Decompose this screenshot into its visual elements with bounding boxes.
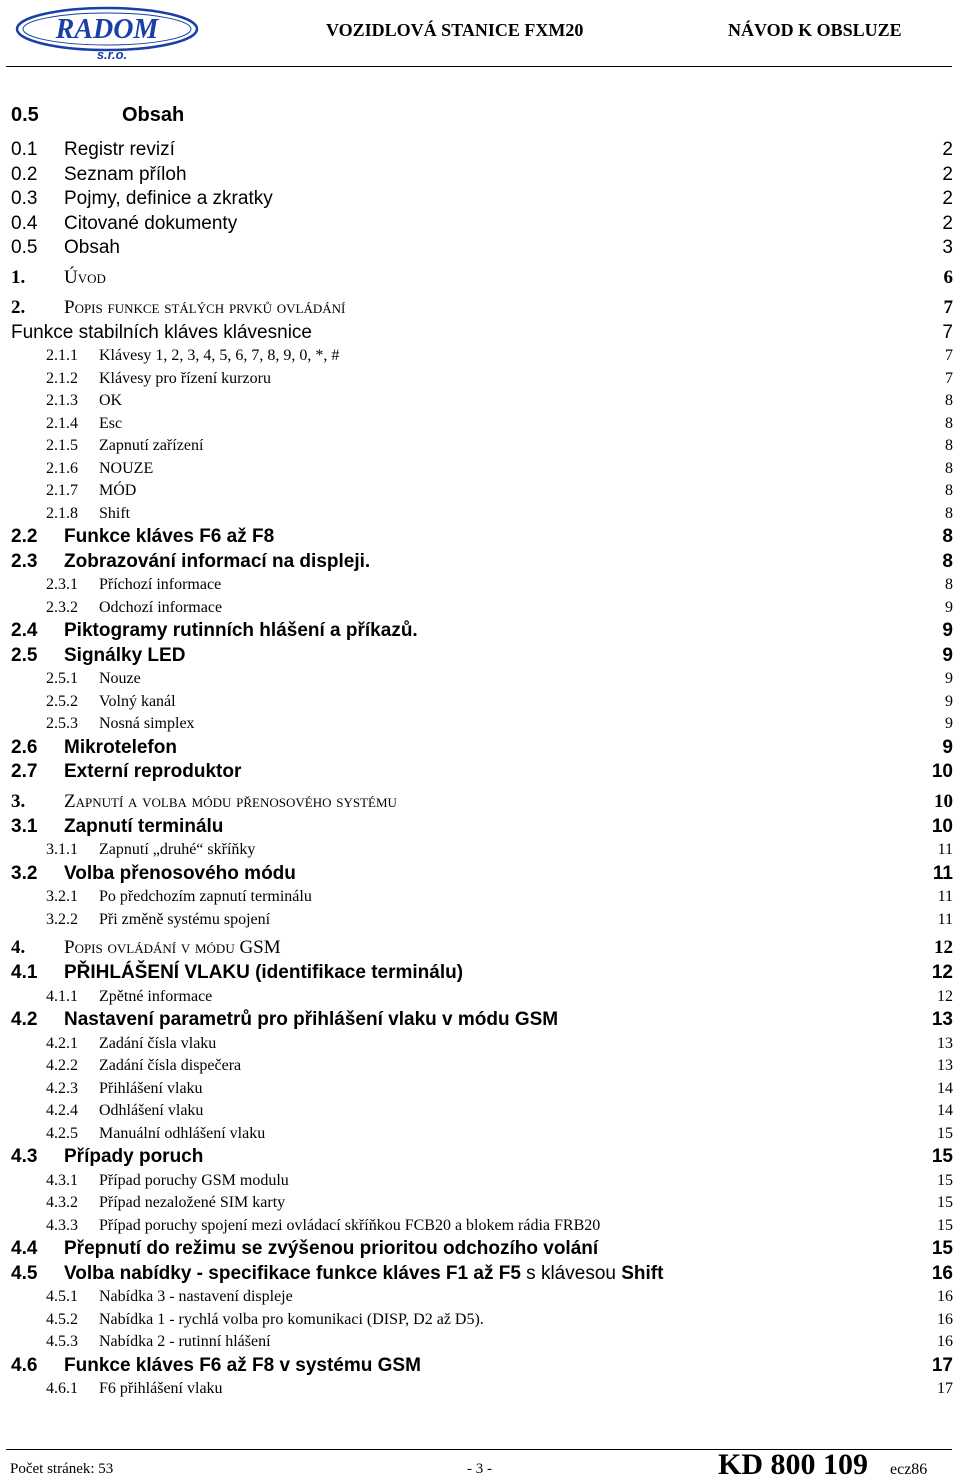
toc-entry-number: 4.2 — [11, 1009, 38, 1030]
toc-entry-title: Popis ovládání v módu GSM — [64, 937, 281, 958]
toc-entry-number: 4.4 — [11, 1238, 38, 1259]
toc-entry-page: 15 — [937, 1216, 953, 1234]
toc-entry-number: 3.2.1 — [46, 888, 78, 905]
toc-entry-number: 2.5 — [11, 644, 38, 666]
toc-entry-page: 16 — [937, 1288, 953, 1305]
toc-entry[interactable] — [11, 187, 953, 212]
toc-entry[interactable] — [11, 961, 953, 986]
toc-entry-number: 4. — [11, 937, 26, 958]
toc-entry-title: Při změně systému spojení — [99, 910, 271, 928]
toc-entry-title: Případy poruch — [64, 1146, 204, 1167]
table-of-contents — [11, 100, 953, 1401]
toc-entry-number: 3.1 — [11, 815, 38, 837]
toc-entry-page: 17 — [931, 1354, 953, 1376]
toc-entry-number: 4.5.3 — [46, 1333, 78, 1350]
toc-entry-title: Funkce kláves F6 až F8 v systému GSM — [64, 1354, 421, 1376]
toc-entry-title: Nouze — [99, 670, 141, 687]
toc-entry-title: Obsah — [64, 237, 120, 258]
toc-entry-number: 2.3 — [11, 550, 38, 572]
toc-entry[interactable] — [11, 138, 953, 163]
toc-entry[interactable] — [11, 1170, 953, 1193]
toc-entry-page: 8 — [945, 482, 953, 499]
toc-entry-title — [64, 1262, 663, 1287]
toc-entry[interactable] — [11, 1145, 953, 1170]
toc-entry-number: 4.5 — [11, 1262, 38, 1284]
toc-entry-page: 15 — [937, 1124, 953, 1142]
toc-entry[interactable] — [11, 163, 953, 188]
toc-entry-number: 2.5.1 — [46, 670, 78, 687]
toc-entry-page: 12 — [931, 962, 953, 983]
toc-entry-number: 4.2.2 — [46, 1057, 78, 1074]
toc-entry-number: 2.7 — [11, 761, 38, 782]
toc-entry-page: 10 — [931, 815, 953, 837]
toc-entry-title: Volba přenosového módu — [64, 862, 296, 884]
toc-entry-number: 2.4 — [11, 620, 38, 641]
toc-entry[interactable] — [11, 1286, 953, 1309]
toc-entry[interactable] — [11, 909, 953, 932]
toc-entry-title: Nabídka 3 - nastavení displeje — [99, 1288, 293, 1305]
toc-entry-page: 9 — [942, 620, 953, 641]
toc-entry-title: Externí reproduktor — [64, 761, 242, 782]
toc-entry[interactable] — [11, 1378, 953, 1401]
toc-entry-title: F6 přihlášení vlaku — [99, 1380, 223, 1397]
toc-entry-number: 0.1 — [11, 139, 38, 160]
toc-entry-page: 16 — [931, 1262, 953, 1284]
toc-entry-page: 11 — [937, 888, 953, 905]
toc-entry-page: 7 — [942, 321, 953, 343]
toc-entry[interactable] — [11, 736, 953, 761]
header-title: VOZIDLOVÁ STANICE FXM20 — [326, 20, 584, 40]
toc-entry[interactable] — [11, 862, 953, 887]
toc-entry[interactable] — [11, 212, 953, 237]
toc-entry[interactable] — [11, 503, 953, 526]
toc-entry-number: 2.1.1 — [46, 347, 78, 364]
page-header — [0, 0, 960, 64]
toc-entry-page: 2 — [942, 163, 953, 185]
toc-entry[interactable] — [11, 760, 953, 785]
toc-entry-number: 2.2 — [11, 526, 38, 547]
toc-entry[interactable] — [11, 1192, 953, 1215]
toc-entry-title: Odchozí informace — [99, 598, 223, 616]
toc-entry-number: 0.4 — [11, 212, 38, 234]
toc-entry[interactable] — [11, 525, 953, 550]
toc-entry[interactable] — [11, 390, 953, 413]
toc-entry-title: Zapnutí „druhé“ skříňky — [99, 841, 256, 858]
toc-entry-title: Piktogramy rutinních hlášení a příkazů. — [64, 620, 418, 641]
toc-entry[interactable] — [11, 713, 953, 736]
toc-entry-page: 2 — [942, 212, 953, 234]
toc-entry-title: Mikrotelefon — [64, 736, 177, 758]
toc-entry-number: 4.1 — [11, 962, 38, 983]
toc-entry-number: 4.3 — [11, 1146, 38, 1167]
toc-entry-title: Manuální odhlášení vlaku — [99, 1124, 266, 1142]
footer-version: ecz86 — [890, 1461, 928, 1478]
toc-entry[interactable] — [11, 321, 953, 346]
toc-entry-title: Případ poruchy spojení mezi ovládací skříňkou FCB20 a blokem rádia FRB20 — [99, 1216, 601, 1234]
toc-entry-title: Citované dokumenty — [64, 212, 238, 234]
toc-heading-number: 0.5 — [11, 104, 39, 126]
toc-entry-page: 12 — [934, 937, 953, 958]
toc-entry[interactable] — [11, 458, 953, 481]
toc-entry[interactable] — [11, 1055, 953, 1078]
toc-entry[interactable] — [11, 1237, 953, 1262]
toc-entry-title: Nastavení parametrů pro přihlášení vlaku v módu GSM — [64, 1009, 559, 1030]
toc-entry-number: 4.5.2 — [46, 1310, 78, 1328]
toc-entry-number: 2.1.5 — [46, 437, 78, 454]
toc-entry[interactable] — [11, 691, 953, 714]
toc-entry-page: 8 — [945, 437, 953, 454]
toc-entry[interactable] — [11, 1215, 953, 1238]
toc-entry[interactable] — [11, 480, 953, 503]
toc-entry-number: 3.2.2 — [46, 910, 78, 928]
toc-entry-page: 2 — [942, 188, 953, 209]
toc-entry[interactable] — [11, 550, 953, 575]
toc-entry-page: 8 — [942, 550, 953, 572]
toc-entry-number: 2.5.3 — [46, 715, 78, 732]
toc-entry-number: 4.3.2 — [46, 1194, 78, 1211]
toc-entry-title: Úvod — [64, 266, 106, 288]
toc-entry[interactable] — [11, 1100, 953, 1123]
toc-entry-page: 9 — [945, 670, 953, 687]
toc-entry-number: 3.2 — [11, 862, 38, 884]
toc-entry-title: Případ nezaložené SIM karty — [99, 1194, 286, 1211]
toc-entry-title: Popis funkce stálých prvků ovládání — [64, 296, 346, 318]
toc-entry-title-part: Shift — [621, 1262, 664, 1284]
toc-entry-number: 4.2.4 — [46, 1102, 78, 1119]
toc-entry-number: 2.1.2 — [46, 369, 78, 387]
toc-entry-number: 4.6 — [11, 1354, 38, 1376]
toc-entry-number: 2.6 — [11, 736, 38, 758]
toc-entry[interactable] — [11, 931, 953, 961]
footer-page-number: - 3 - — [467, 1461, 492, 1477]
toc-entry-number: 4.3.1 — [46, 1171, 78, 1189]
toc-entry-title: OK — [99, 392, 123, 409]
toc-heading — [11, 100, 953, 130]
toc-entry-number: 4.3.3 — [46, 1216, 78, 1234]
toc-entry-title: Nosná simplex — [99, 715, 195, 732]
toc-entry-number: 2.1.6 — [46, 459, 78, 477]
header-doc-type: NÁVOD K OBSLUZE — [728, 20, 902, 40]
toc-entry[interactable] — [11, 1033, 953, 1056]
toc-entry-page: 15 — [931, 1238, 953, 1259]
toc-entry-title: Příchozí informace — [99, 576, 222, 593]
toc-entry-page: 11 — [937, 910, 953, 928]
toc-entry-page: 9 — [945, 715, 953, 732]
toc-entry-page: 11 — [937, 841, 953, 858]
toc-entry-number: 1. — [11, 266, 26, 288]
toc-entry-page: 13 — [931, 1009, 953, 1030]
toc-entry-page: 9 — [942, 736, 953, 758]
toc-entry-number: 0.5 — [11, 237, 38, 258]
toc-entry-page: 10 — [931, 761, 953, 782]
toc-entry-title: Zobrazování informací na displeji. — [64, 550, 371, 572]
header-divider — [6, 66, 952, 67]
toc-entry-title: Zpětné informace — [99, 987, 213, 1005]
toc-entry-title: Funkce kláves F6 až F8 — [64, 526, 275, 547]
toc-entry[interactable] — [11, 619, 953, 644]
toc-entry-number: 4.1.1 — [46, 987, 78, 1005]
toc-entry-page: 3 — [942, 237, 953, 258]
toc-entry-title: Shift — [99, 504, 131, 522]
toc-entry-page: 15 — [931, 1146, 953, 1167]
logo-text: RADOM — [55, 14, 159, 45]
toc-entry-page: 15 — [937, 1171, 953, 1189]
toc-entry-title: Registr revizí — [64, 139, 175, 160]
toc-entry-number: 2.1.7 — [46, 482, 78, 499]
toc-entry[interactable] — [11, 1331, 953, 1354]
toc-entry[interactable] — [11, 815, 953, 840]
toc-entry-page: 7 — [945, 369, 953, 387]
toc-entry-number: 2.1.4 — [46, 414, 78, 432]
toc-entry[interactable] — [11, 345, 953, 368]
toc-entry-title: Přepnutí do režimu se zvýšenou prioritou odchozího volání — [64, 1238, 599, 1259]
toc-entry-number: 4.2.5 — [46, 1124, 78, 1142]
toc-entry-number: 4.5.1 — [46, 1288, 78, 1305]
toc-entry-title: Esc — [99, 414, 123, 432]
toc-entry[interactable] — [11, 1354, 953, 1379]
toc-entry-number: 2.3.2 — [46, 598, 78, 616]
toc-entry-title: Zadání čísla vlaku — [99, 1034, 217, 1052]
toc-entry-number: 2. — [11, 296, 26, 318]
toc-entry-page: 13 — [937, 1057, 953, 1074]
toc-entry-title: Signálky LED — [64, 644, 186, 666]
toc-entry[interactable] — [11, 1262, 953, 1287]
toc-entry-title: Zapnutí a volba módu přenosového systému — [64, 790, 397, 812]
toc-entry-title: Volný kanál — [99, 692, 176, 710]
radom-logo — [12, 5, 202, 66]
toc-entry-title: Pojmy, definice a zkratky — [64, 188, 273, 209]
toc-entry-page: 9 — [942, 644, 953, 666]
toc-entry-number: 0.2 — [11, 163, 38, 185]
toc-entry-page: 2 — [942, 139, 953, 160]
toc-entry-number: 3. — [11, 790, 26, 812]
toc-entry-page: 13 — [937, 1034, 953, 1052]
toc-entry[interactable] — [11, 1008, 953, 1033]
toc-entry-title: Seznam příloh — [64, 163, 187, 185]
toc-entry-title: Zadání čísla dispečera — [99, 1057, 242, 1074]
toc-entry-page: 17 — [937, 1380, 953, 1397]
toc-entry-page: 8 — [945, 576, 953, 593]
toc-entry-title: Klávesy pro řízení kurzoru — [99, 369, 271, 387]
toc-entry-page: 15 — [937, 1194, 953, 1211]
toc-entry-page: 14 — [937, 1102, 953, 1119]
toc-entry-page: 14 — [937, 1079, 953, 1097]
toc-entry-title: Zapnutí zařízení — [99, 437, 204, 454]
toc-entry-number: 2.1.8 — [46, 504, 78, 522]
logo-subtext: s.r.o. — [96, 47, 128, 61]
toc-entry-page: 16 — [937, 1333, 953, 1350]
toc-entry-page: 9 — [945, 692, 953, 710]
toc-entry[interactable] — [11, 986, 953, 1009]
toc-entry-page: 6 — [943, 266, 953, 288]
toc-entry-page: 7 — [945, 347, 953, 364]
toc-entry-number: 2.5.2 — [46, 692, 78, 710]
toc-entry-number: 4.2.3 — [46, 1079, 78, 1097]
toc-entry[interactable] — [11, 1123, 953, 1146]
toc-entry[interactable] — [11, 668, 953, 691]
toc-entry-title: NOUZE — [99, 459, 154, 477]
toc-entry[interactable] — [11, 261, 953, 291]
toc-entry-title-part: Volba nabídky - specifikace funkce kláves F1 až F5 — [64, 1262, 521, 1284]
toc-entry[interactable] — [11, 413, 953, 436]
toc-entry-page: 8 — [945, 414, 953, 432]
toc-entry-title: Nabídka 1 - rychlá volba pro komunikaci (DISP, D2 až D5). — [99, 1310, 484, 1328]
toc-entry-number: 2.1.3 — [46, 392, 78, 409]
toc-entry-page: 8 — [945, 459, 953, 477]
toc-entry[interactable] — [11, 839, 953, 862]
toc-entry[interactable] — [11, 435, 953, 458]
toc-entry-page: 8 — [945, 504, 953, 522]
toc-entry[interactable] — [11, 1078, 953, 1101]
toc-entry[interactable] — [11, 236, 953, 261]
toc-heading-title: Obsah — [122, 104, 185, 126]
toc-entry[interactable] — [11, 574, 953, 597]
toc-entry[interactable] — [11, 644, 953, 669]
toc-entry-title: Klávesy 1, 2, 3, 4, 5, 6, 7, 8, 9, 0, *, # — [99, 347, 340, 364]
toc-entry[interactable] — [11, 291, 953, 321]
toc-entry-title: PŘIHLÁŠENÍ VLAKU (identifikace terminálu) — [64, 962, 464, 983]
toc-entry-page: 12 — [937, 987, 953, 1005]
toc-entry[interactable] — [11, 886, 953, 909]
toc-entry-title: MÓD — [99, 482, 137, 499]
toc-entry-title: Odhlášení vlaku — [99, 1102, 204, 1119]
toc-entry[interactable] — [11, 368, 953, 391]
toc-entry-title: Funkce stabilních kláves klávesnice — [11, 321, 312, 343]
toc-entry-page: 7 — [943, 296, 953, 318]
toc-entry-page: 11 — [932, 862, 953, 884]
toc-entry-number: 0.3 — [11, 188, 38, 209]
toc-entry-page: 9 — [945, 598, 953, 616]
toc-entry-title: Případ poruchy GSM modulu — [99, 1171, 289, 1189]
toc-entry-number: 2.3.1 — [46, 576, 78, 593]
toc-entry-number: 4.2.1 — [46, 1034, 78, 1052]
toc-entry-title-part: s klávesou — [520, 1262, 622, 1284]
toc-entry[interactable] — [11, 785, 953, 815]
footer-page-count: Počet stránek: 53 — [10, 1461, 114, 1477]
toc-entry-title: Přihlášení vlaku — [99, 1079, 203, 1097]
footer-doc-number: KD 800 109 — [718, 1448, 868, 1481]
toc-entry[interactable] — [11, 597, 953, 620]
toc-entry-title: Po předchozím zapnutí terminálu — [99, 888, 312, 905]
toc-entry-page: 8 — [942, 526, 953, 547]
toc-entry-page: 8 — [945, 392, 953, 409]
toc-entries — [11, 138, 953, 1401]
toc-entry-number: 4.6.1 — [46, 1380, 78, 1397]
toc-entry-page: 10 — [934, 790, 953, 812]
toc-entry-number: 3.1.1 — [46, 841, 78, 858]
toc-entry-title: Zapnutí terminálu — [64, 815, 224, 837]
toc-entry[interactable] — [11, 1309, 953, 1332]
toc-entry-title: Nabídka 2 - rutinní hlášení — [99, 1333, 271, 1350]
toc-entry-page: 16 — [937, 1310, 953, 1328]
